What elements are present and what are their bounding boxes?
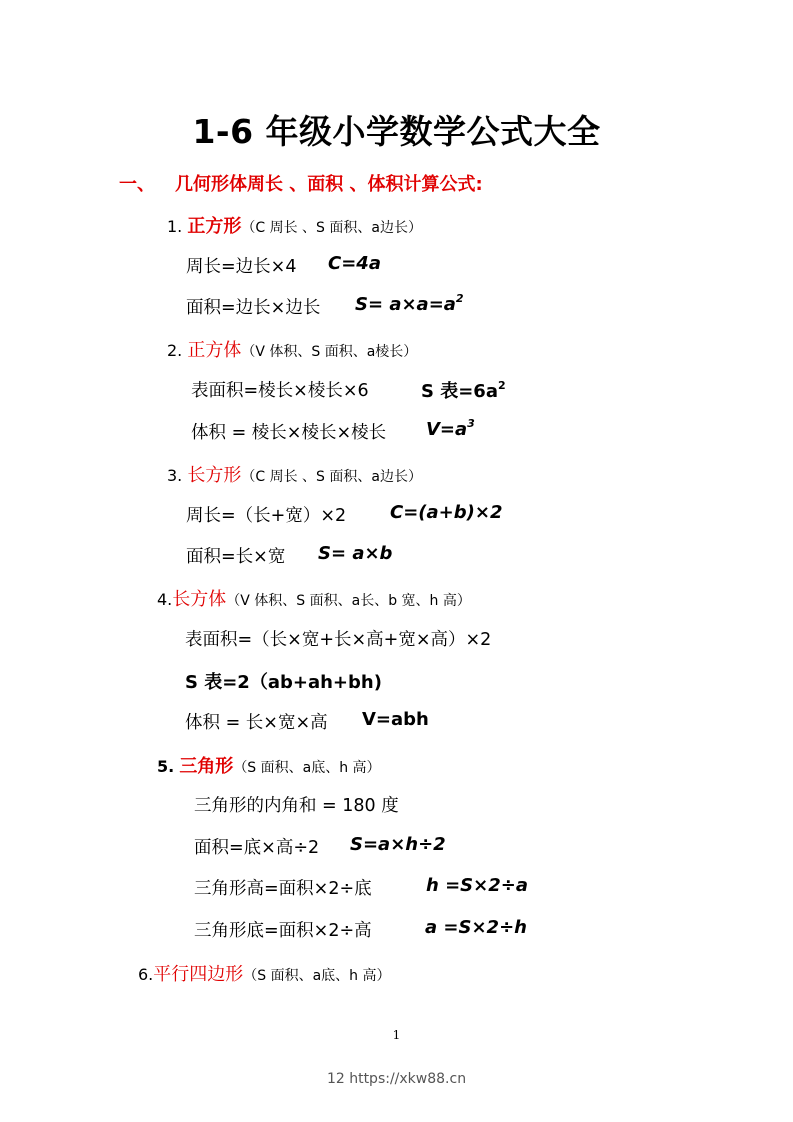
heading-cube [167, 336, 417, 362]
formula-text: 周长=边长×4 [186, 257, 297, 277]
section-number: 一、 [119, 174, 155, 195]
footer-watermark: 12 https://xkw88.cn [326, 1071, 467, 1087]
page-number: 1 [392, 1028, 401, 1042]
formula-text: 体积 = 棱长×棱长×棱长 [191, 423, 387, 443]
shape-name: 正方体 [187, 340, 242, 361]
heading-number: 3. [167, 466, 183, 485]
shape-name: 长方形 [187, 465, 242, 486]
section-heading [119, 170, 483, 196]
formula-line [194, 917, 372, 942]
heading-number: 5. [157, 757, 175, 776]
heading-square [167, 212, 422, 238]
formula-line [186, 294, 320, 319]
formula-line [191, 377, 369, 402]
formula-line [186, 253, 296, 278]
formula-text: 面积=底×高÷2 [194, 838, 320, 858]
shape-name: 长方体 [172, 589, 227, 610]
shape-name: 平行四边形 [153, 964, 244, 985]
page-title: 1-6 年级小学数学公式大全 [192, 112, 601, 151]
formula-text: 三角形底=面积×2÷高 [194, 921, 372, 941]
formula-text: 表面积=棱长×棱长×6 [191, 381, 369, 401]
formula-text: 体积 = 长×宽×高 [185, 713, 328, 733]
heading-rectangle [167, 461, 422, 487]
variable-note: （S 面积、a底、h 高） [243, 968, 391, 984]
formula-text: 面积=边长×边长 [186, 298, 321, 318]
formula-text: 面积=长×宽 [186, 547, 286, 567]
formula-line [186, 543, 285, 568]
variable-note: （S 面积、a底、h 高） [233, 760, 381, 776]
superscript: 2 [455, 292, 464, 305]
formula-line [185, 626, 491, 651]
formula-expression: S= a×b [318, 543, 393, 564]
formula-text: 三角形高=面积×2÷底 [194, 879, 372, 899]
formula-line [191, 419, 386, 444]
superscript: 3 [467, 417, 475, 430]
formula-line [186, 502, 346, 527]
formula-expression: h =S×2÷a [426, 875, 528, 896]
formula-expression [421, 377, 506, 403]
heading-number: 4. [157, 590, 173, 609]
formula-text: 周长=（长+宽）×2 [186, 506, 347, 526]
formula-line [194, 792, 399, 817]
formula-expression: C=(a+b)×2 [390, 502, 503, 523]
heading-number: 2. [167, 341, 183, 360]
formula-main: S 表=6a [421, 381, 498, 402]
formula-text: 表面积=（长×宽+长×高+宽×高）×2 [185, 630, 492, 650]
heading-number: 1. [167, 217, 183, 236]
formula-expression [355, 294, 464, 315]
formula-text: 三角形的内角和 = 180 度 [194, 796, 399, 816]
formula-line [194, 834, 319, 859]
shape-name: 正方形 [187, 216, 242, 237]
heading-cuboid [157, 585, 471, 611]
variable-note: （V 体积、S 面积、a棱长） [241, 344, 418, 360]
formula-expression: V=abh [362, 709, 429, 730]
formula-line [194, 875, 372, 900]
formula-expression: S=a×h÷2 [350, 834, 446, 855]
formula-main: V=a [426, 419, 468, 440]
variable-note: （V 体积、S 面积、a长、b 宽、h 高） [226, 593, 471, 609]
formula-expression: a =S×2÷h [425, 917, 527, 938]
formula-expression [426, 419, 475, 440]
section-label: 几何形体周长 、面积 、体积计算公式: [175, 174, 483, 195]
heading-triangle [157, 752, 381, 778]
heading-parallelogram [138, 960, 391, 986]
heading-number: 6. [138, 965, 154, 984]
shape-name: 三角形 [179, 756, 234, 777]
variable-note: （C 周长 、S 面积、a边长） [241, 469, 422, 485]
formula-expression: S 表=2（ab+ah+bh) [185, 672, 382, 693]
formula-expression: C=4a [328, 253, 381, 274]
formula-main: S= a×a=a [355, 294, 456, 315]
variable-note: （C 周长 、S 面积、a边长） [241, 220, 422, 236]
superscript: 2 [497, 379, 506, 392]
formula-line [185, 709, 328, 734]
